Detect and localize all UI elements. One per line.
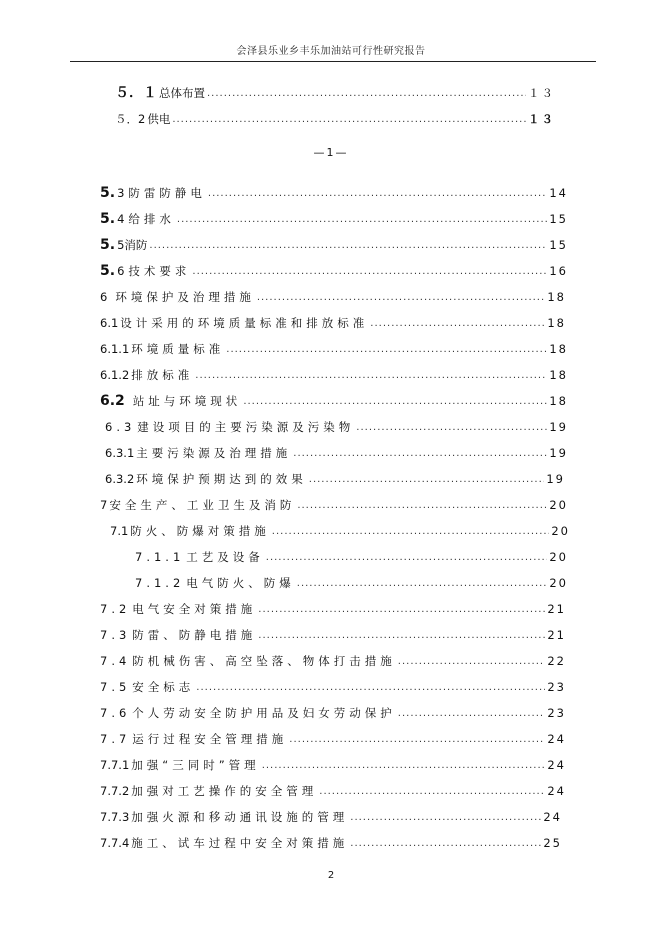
toc-entry-page: 25 (543, 836, 562, 850)
toc-entry-number: 7.1.1 (135, 550, 185, 564)
toc-entry-page: 19 (549, 446, 568, 460)
toc-entry[interactable] (100, 650, 566, 668)
toc-entry-number: 7.7.2 (100, 784, 130, 798)
toc-entry[interactable] (100, 260, 568, 278)
toc-entry-title: 运行过程安全管理措施 (132, 732, 288, 746)
toc-entry-page: 18 (547, 290, 566, 304)
toc-leader (350, 838, 541, 850)
toc-entry[interactable] (100, 806, 562, 824)
toc-entry-title: 4给排水 (117, 212, 175, 226)
toc-leader (289, 734, 545, 746)
toc-entry-number: 7.7.3 (100, 810, 130, 824)
toc-entry[interactable] (100, 624, 566, 642)
toc-entry[interactable] (100, 598, 566, 616)
toc-leader (149, 240, 547, 252)
toc-entry[interactable] (100, 832, 562, 850)
toc-entry[interactable] (115, 108, 555, 126)
toc-entry-number: 7.3 (100, 628, 131, 642)
toc-leader (195, 370, 547, 382)
toc-entry-title: 防雷、防静电措施 (132, 628, 257, 642)
toc-leader (398, 708, 546, 720)
toc-entry-title: 电气防火、防爆 (186, 576, 295, 590)
toc-leader (207, 88, 526, 100)
toc-entry-page: 19 (549, 420, 568, 434)
page-number: 2 (327, 870, 335, 881)
toc-entry[interactable] (100, 390, 568, 408)
toc-leader (196, 682, 545, 694)
toc-leader (226, 344, 547, 356)
toc-entry-number: 6 (100, 290, 108, 304)
toc-entry-title: 加强“三同时”管理 (131, 758, 260, 772)
toc-leader (272, 526, 550, 538)
toc-entry-title: 加强对工艺操作的安全管理 (131, 784, 318, 798)
toc-entry-number: 6.2 (100, 393, 125, 409)
toc-entry[interactable] (105, 468, 565, 486)
toc-entry-page: 23 (547, 706, 566, 720)
toc-entry-page: 24 (547, 732, 566, 746)
toc-entry-page: 14 (549, 186, 568, 200)
toc-entry-page: 23 (547, 680, 566, 694)
toc-leader (350, 812, 541, 824)
toc-leader (293, 448, 547, 460)
toc-leader (243, 396, 547, 408)
toc-leader (319, 786, 545, 798)
toc-entry-number: 7.7 (100, 732, 131, 746)
toc-leader (297, 500, 547, 512)
page-header: 会泽县乐业乡丰乐加油站可行性研究报告 (236, 46, 426, 57)
toc-entry-page: 18 (549, 368, 568, 382)
toc-entry[interactable] (100, 182, 568, 200)
toc-entry[interactable] (135, 572, 568, 590)
toc-entry-title: 防机械伤害、高空坠落、物体打击措施 (132, 654, 396, 668)
toc-entry[interactable] (115, 82, 555, 100)
toc-leader (262, 760, 546, 772)
toc-entry-title: 安全标志 (132, 680, 195, 694)
toc-entry-page: 24 (543, 810, 562, 824)
toc-leader (309, 474, 545, 486)
toc-entry-title: 排放标准 (131, 368, 194, 382)
toc-entry-title: 环境质量标准 (131, 342, 225, 356)
toc-entry[interactable] (105, 442, 568, 460)
toc-entry-title: 环境保护预期达到的效果 (136, 472, 307, 486)
toc-entry-number: ５．１ (115, 85, 157, 101)
toc-entry-title: 设计采用的环境质量标准和排放标准 (120, 316, 369, 330)
toc-entry-page: 15 (549, 238, 568, 252)
toc-entry-page: 18 (549, 342, 568, 356)
toc-leader (258, 630, 545, 642)
toc-entry-number: ５．2 (115, 112, 146, 126)
toc-entry-title: 6技术要求 (117, 264, 191, 278)
toc-leader (177, 214, 547, 226)
toc-entry-title: 5消防 (117, 238, 148, 252)
toc-entry-page: 20 (549, 550, 568, 564)
toc-entry-number: 7.2 (100, 602, 131, 616)
toc-entry-title: 防火、防爆对策措施 (130, 524, 270, 538)
toc-entry[interactable] (100, 338, 568, 356)
toc-entry[interactable] (100, 312, 566, 330)
toc-leader (172, 114, 526, 126)
toc-leader (257, 292, 546, 304)
toc-entry[interactable] (100, 364, 568, 382)
toc-entry-number: 6.1.2 (100, 368, 130, 382)
toc-entry[interactable] (100, 676, 566, 694)
toc-entry-number: 7.1 (110, 524, 129, 538)
toc-leader (297, 578, 548, 590)
toc-entry-page: １３ (528, 86, 555, 100)
toc-entry-number: 6.1.1 (100, 342, 130, 356)
toc-entry-title: 站址与环境现状 (132, 394, 242, 408)
toc-entry-number: 5. (100, 263, 116, 279)
toc-entry-title: 个人劳动安全防护用品及妇女劳动保护 (132, 706, 396, 720)
toc-entry-title: 安全生产、工业卫生及消防 (109, 498, 296, 512)
toc-entry-title: 总体布置 (159, 86, 205, 100)
toc-entry-title: 3防雷防静电 (117, 186, 206, 200)
toc-entry-page: 20 (551, 524, 570, 538)
toc-entry-title: 主要污染源及治理措施 (136, 446, 292, 460)
toc-entry-number: 5. (100, 237, 116, 253)
toc-entry-page: 18 (547, 316, 566, 330)
toc-entry[interactable] (100, 702, 566, 720)
toc-entry-page: 15 (549, 212, 568, 226)
toc-entry-title: 工艺及设备 (186, 550, 264, 564)
toc-entry-number: 7.7.1 (100, 758, 130, 772)
toc-entry-page: 19 (546, 472, 565, 486)
toc-entry-page: 24 (547, 758, 566, 772)
toc-entry-page: 16 (549, 264, 568, 278)
toc-entry-title: 建设项目的主要污染源及污染物 (137, 420, 355, 434)
toc-entry-number: 5. (100, 185, 116, 201)
toc-entry-title: 电气安全对策措施 (132, 602, 257, 616)
toc-entry[interactable] (100, 208, 568, 226)
center-page-mark: —1— (313, 146, 349, 159)
toc-entry-title: 施工、试车过程中安全对策措施 (131, 836, 349, 850)
toc-entry[interactable] (100, 286, 566, 304)
toc-entry[interactable] (100, 494, 568, 512)
toc-entry-number: 7.6 (100, 706, 131, 720)
toc-entry[interactable] (105, 416, 568, 434)
toc-entry-page: 20 (549, 576, 568, 590)
toc-entry-page: 24 (547, 784, 566, 798)
toc-entry-number: 7.1.2 (135, 576, 185, 590)
toc-entry[interactable] (135, 546, 568, 564)
toc-entry-number: 6.3.1 (105, 446, 135, 460)
toc-entry-number: 6.1 (100, 316, 119, 330)
toc-leader (258, 604, 545, 616)
toc-entry-title: 环境保护及治理措施 (115, 290, 255, 304)
toc-entry-number: 7.5 (100, 680, 131, 694)
toc-leader (356, 422, 547, 434)
toc-entry[interactable] (100, 728, 566, 746)
toc-leader (266, 552, 548, 564)
toc-entry[interactable] (100, 754, 566, 772)
toc-entry-number: 5. (100, 211, 116, 227)
toc-entry[interactable] (100, 234, 568, 252)
toc-entry-number: 7.7.4 (100, 836, 130, 850)
toc-entry-number: 6.3 (105, 420, 136, 434)
toc-entry-number: 6.3.2 (105, 472, 135, 486)
toc-entry[interactable] (100, 780, 566, 798)
toc-entry-title: 加强火源和移动通讯设施的管理 (131, 810, 349, 824)
toc-entry-page: 21 (547, 628, 566, 642)
toc-entry-page: １３ (528, 112, 555, 126)
toc-entry[interactable] (110, 520, 570, 538)
toc-entry-page: 21 (547, 602, 566, 616)
toc-entry-title: 供电 (147, 112, 171, 126)
toc-entry-page: 18 (549, 394, 568, 408)
toc-leader (192, 266, 547, 278)
toc-entry-number: 7 (100, 498, 108, 512)
toc-leader (370, 318, 545, 330)
toc-entry-page: 20 (549, 498, 568, 512)
toc-entry-page: 22 (547, 654, 566, 668)
toc-entry-number: 7.4 (100, 654, 131, 668)
toc-leader (398, 656, 546, 668)
toc-leader (208, 188, 547, 200)
